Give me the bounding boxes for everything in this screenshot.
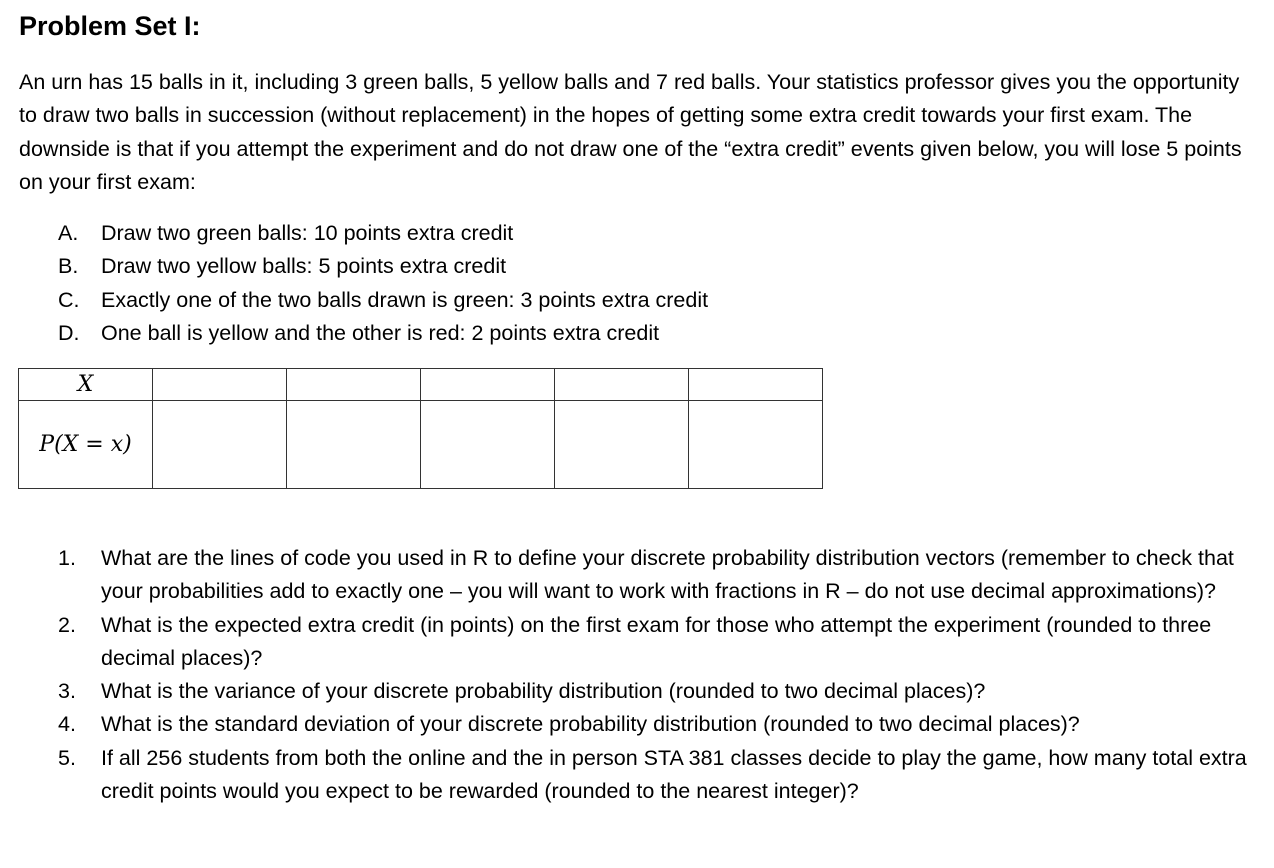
table-cell[interactable] <box>555 369 689 401</box>
list-marker: D. <box>58 320 80 345</box>
list-marker: 1. <box>58 546 76 570</box>
table-cell[interactable] <box>153 369 287 401</box>
probability-label: P(X = x) <box>39 432 132 457</box>
problem-intro: An urn has 15 balls in it, including 3 green balls, 5 yellow balls and 7 red balls. Your statistics professor gives you the opportunity to draw two balls in succession (without replacement) in the hopes of getting some extra credit towards your first exam. The downside is that if you attempt the experiment and do not draw one of the “extra credit” events given below, you will lose 5 points on your first exam: <box>19 70 1242 194</box>
list-item <box>58 317 708 350</box>
list-marker: 3. <box>58 679 76 704</box>
list-item <box>58 217 708 250</box>
list-item-text: Draw two yellow balls: 5 points extra credit <box>101 254 507 279</box>
probability-distribution-table <box>18 368 823 489</box>
table-cell[interactable] <box>689 401 823 489</box>
extra-credit-events-list <box>58 217 708 350</box>
list-item <box>58 708 1258 741</box>
question-text: What are the lines of code you used in R to define your discrete probability distribution vectors (remember to check that your probabilities add to exactly one – you will want to work with fractions in R – do not use decimal approximations)? <box>101 546 1234 604</box>
table-cell[interactable] <box>421 369 555 401</box>
list-item <box>58 742 1258 809</box>
list-marker: A. <box>58 221 79 245</box>
table-cell[interactable] <box>555 401 689 489</box>
x-label: X <box>77 372 94 397</box>
list-item <box>58 250 708 283</box>
questions-list <box>58 542 1258 808</box>
table-cell[interactable] <box>287 369 421 401</box>
question-text: What is the variance of your discrete probability distribution (rounded to two decimal places)? <box>101 679 986 704</box>
table-header-cell <box>19 369 153 401</box>
question-text: If all 256 students from both the online and the in person STA 381 classes decide to play the game, how many total extra credit points would you expect to be rewarded (rounded to the nearest integer)? <box>101 745 1247 804</box>
table-cell[interactable] <box>421 401 555 489</box>
list-item <box>58 542 1258 609</box>
page-title: Problem Set I: <box>19 11 201 41</box>
list-item <box>58 609 1258 676</box>
list-marker: 4. <box>58 712 76 737</box>
table-cell[interactable] <box>689 369 823 401</box>
list-item-text: Exactly one of the two balls drawn is green: 3 points extra credit <box>101 287 709 312</box>
table-row <box>19 369 823 401</box>
list-marker: 5. <box>58 745 76 770</box>
table-row <box>19 401 823 489</box>
list-item <box>58 675 1258 708</box>
list-marker: B. <box>58 254 79 279</box>
list-marker: 2. <box>58 612 76 637</box>
list-item-text: Draw two green balls: 10 points extra credit <box>101 221 514 245</box>
table-cell[interactable] <box>287 401 421 489</box>
question-text: What is the expected extra credit (in points) on the first exam for those who attempt the experiment (rounded to three decimal places)? <box>101 612 1212 670</box>
list-item <box>58 284 708 317</box>
list-marker: C. <box>58 287 80 312</box>
table-cell[interactable] <box>153 401 287 489</box>
list-item-text: One ball is yellow and the other is red: 2 points extra credit <box>101 320 660 345</box>
table-header-cell <box>19 401 153 489</box>
question-text: What is the standard deviation of your discrete probability distribution (rounded to two decimal places)? <box>101 712 1080 737</box>
